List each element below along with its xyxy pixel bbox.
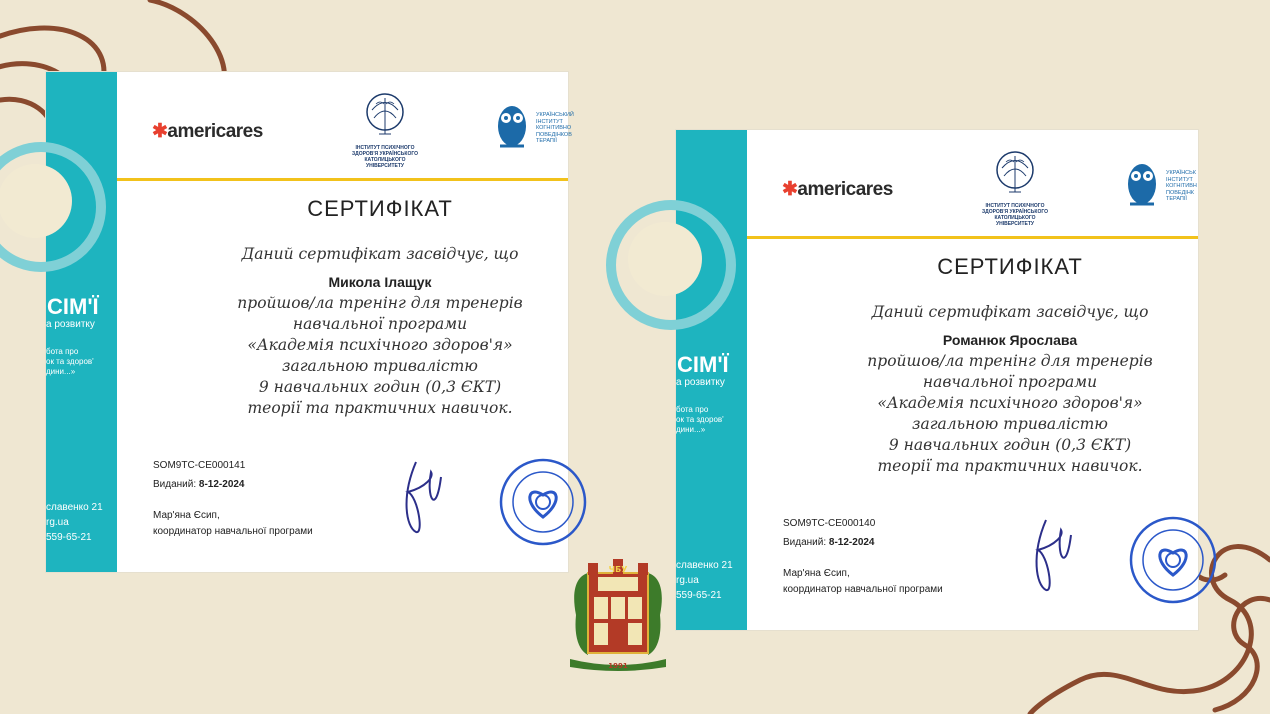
- organization-stamp: [498, 457, 588, 547]
- band-title: СІМ'Ї: [47, 294, 99, 319]
- signer-name: Мар'яна Єсип,: [153, 510, 220, 521]
- emblem-top-text: ЧБУ: [608, 565, 628, 574]
- americares-logo: ✱americares: [782, 179, 893, 200]
- certificate-line: загальною тривалістю: [912, 415, 1108, 433]
- band-title: СІМ'Ї: [677, 352, 729, 377]
- accent-line: [117, 178, 568, 181]
- certificate-line: теорії та практичних навичок.: [877, 457, 1143, 475]
- emblem-year: 1991: [608, 662, 628, 670]
- signature: [396, 457, 456, 537]
- band-subtitle: а розвитку: [46, 319, 95, 330]
- certificate-line: 9 навчальних годин (0,3 ЄКТ): [888, 436, 1132, 454]
- certificate-intro: Даний сертифікат засвідчує, що: [871, 303, 1149, 321]
- brain-tree-icon: [362, 90, 408, 142]
- brain-tree-icon: [992, 148, 1038, 200]
- recipient-name: Микола Ілащук: [328, 274, 432, 290]
- band-subtitle: а розвитку: [676, 377, 725, 388]
- certificate-line: загальною тривалістю: [282, 357, 478, 375]
- certificate-line: 9 навчальних годин (0,3 ЄКТ): [258, 378, 502, 396]
- side-band: [676, 130, 747, 630]
- certificate-line: пройшов/ла тренінг для тренерів: [237, 294, 523, 312]
- signature: [1026, 515, 1086, 595]
- certificate-code: SOM9TC-CE000140: [783, 518, 876, 529]
- certificate-line: навчальної програми: [922, 373, 1098, 391]
- institute-name: ІНСТИТУТ ПСИХІЧНОГО ЗДОРОВ'Я УКРАЇНСЬКОГО КАТОЛИЦЬКОГО УНІВЕРСИТЕТУ: [982, 203, 1048, 227]
- signer-role: координатор навчальної програми: [153, 526, 313, 537]
- certificate-line: «Академія психічного здоров'я»: [247, 336, 513, 354]
- signer-name: Мар'яна Єсип,: [783, 568, 850, 579]
- certificate-line: навчальної програми: [292, 315, 468, 333]
- band-note: бота про ок та здоров' дини...»: [46, 347, 94, 376]
- certificate-title: СЕРТИФІКАТ: [937, 254, 1083, 279]
- institute-name: ІНСТИТУТ ПСИХІЧНОГО ЗДОРОВ'Я УКРАЇНСЬКОГО КАТОЛИЦЬКОГО УНІВЕРСИТЕТУ: [352, 145, 418, 169]
- certificate-line: «Академія психічного здоров'я»: [877, 394, 1143, 412]
- band-contact: славенко 21 rg.ua 559-65-21: [46, 502, 103, 543]
- university-emblem-icon: [570, 555, 666, 675]
- certificate-line: теорії та практичних навичок.: [247, 399, 513, 417]
- certificate-1: [46, 72, 574, 572]
- organization-stamp: [1128, 515, 1218, 605]
- band-contact: славенко 21 rg.ua 559-65-21: [676, 560, 733, 601]
- issue-date: Виданий: 8-12-2024: [783, 537, 875, 548]
- recipient-name: Романюк Ярослава: [942, 332, 1078, 348]
- side-band: [46, 72, 117, 572]
- cbt-institute-name: УКРАЇНСЬКИЙ ІНСТИТУТ КОГНІТИВНО ПОВЕДІНКОВ ТЕРАПІЇ: [536, 112, 574, 144]
- owl-icon: [492, 100, 532, 152]
- issue-date: Виданий: 8-12-2024: [153, 479, 245, 490]
- certificate-title: СЕРТИФІКАТ: [307, 196, 453, 221]
- cbt-institute-name: УКРАЇНСЬК ІНСТИТУТ КОГНІТИВН ПОВЕДІНК ТЕРАПІЇ: [1166, 170, 1197, 202]
- certificate-line: пройшов/ла тренінг для тренерів: [867, 352, 1153, 370]
- signer-role: координатор навчальної програми: [783, 584, 943, 595]
- certificate-2: [676, 130, 1198, 630]
- accent-line: [747, 236, 1198, 239]
- owl-icon: [1122, 158, 1162, 210]
- americares-logo: ✱americares: [152, 121, 263, 142]
- certificate-intro: Даний сертифікат засвідчує, що: [241, 245, 519, 263]
- band-note: бота про ок та здоров' дини...»: [676, 405, 724, 434]
- certificate-code: SOM9TC-CE000141: [153, 460, 246, 471]
